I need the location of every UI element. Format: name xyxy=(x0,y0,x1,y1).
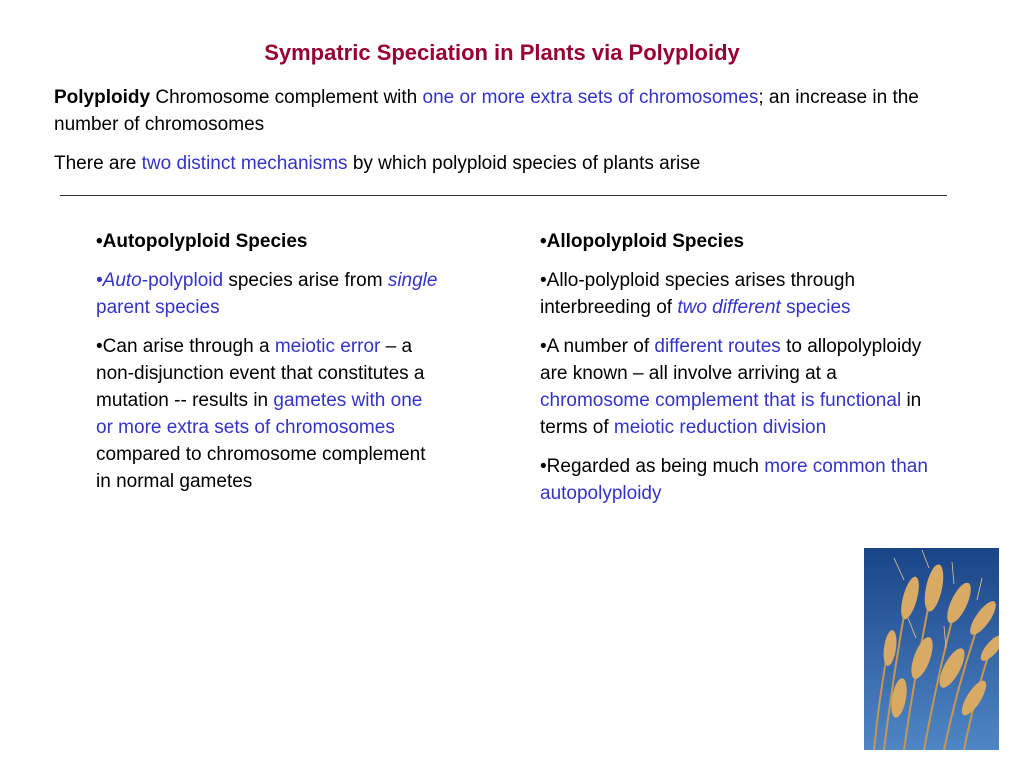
parent-species-blue: parent species xyxy=(96,297,220,318)
regarded-text: •Regarded as being much xyxy=(540,456,765,477)
polyploid-blue: -polyploid xyxy=(141,270,224,291)
definition-highlight: one or more extra sets of chromosomes xyxy=(422,87,759,108)
mechanisms-text-end: by which polyploid species of plants arise xyxy=(347,153,701,174)
terms-text: in terms of xyxy=(540,390,922,438)
allopolyploid-column xyxy=(540,228,940,519)
two-different-italic: two different xyxy=(677,297,781,318)
allopolyploid-heading xyxy=(540,228,940,255)
allopolyploid-point-2 xyxy=(540,333,940,441)
nondisjunction-text: – a non-disjunction event that constitutes a mutation -- results in xyxy=(96,336,425,411)
slide-title: Sympatric Speciation in Plants via Polyploidy xyxy=(264,40,740,65)
intro-section xyxy=(54,84,954,189)
polyploidy-definition xyxy=(54,84,954,138)
different-routes-blue: different routes xyxy=(654,336,781,357)
wheat-photo-icon xyxy=(864,548,999,750)
arise-text: •Can arise through a xyxy=(96,336,275,357)
meiotic-reduction-blue: meiotic reduction division xyxy=(613,417,827,438)
mechanisms-sentence xyxy=(54,150,954,177)
allopolyploid-point-3 xyxy=(540,453,940,507)
chromosome-complement-blue: chromosome complement that is functional xyxy=(540,390,902,411)
compared-text: compared to chromosome complement in normal gametes xyxy=(96,444,426,492)
more-common-blue: more common than autopolyploidy xyxy=(540,456,928,504)
autopolyploid-column xyxy=(96,228,441,507)
allo-text: •Allo-polyploid species arises through interbreeding of xyxy=(540,270,856,318)
auto-text: species arise from xyxy=(223,270,388,291)
routes-text: •A number of xyxy=(540,336,655,357)
gametes-blue: gametes with one or more extra sets of chromosomes xyxy=(96,390,423,438)
auto-italic: •Auto xyxy=(96,270,142,291)
species-blue: species xyxy=(780,297,851,318)
single-italic: single xyxy=(387,270,438,291)
wheat-photo xyxy=(864,548,999,750)
allopolyploid-heading-text: •Allopolyploid Species xyxy=(540,231,745,252)
autopolyploid-heading xyxy=(96,228,441,255)
autopolyploid-heading-text: •Autopolyploid Species xyxy=(96,231,308,252)
mechanisms-text: There are xyxy=(54,153,142,174)
autopolyploid-point-1 xyxy=(96,267,441,321)
mechanisms-highlight: two distinct mechanisms xyxy=(141,153,348,174)
definition-text-end: ; an increase in the number of chromosomes xyxy=(54,87,919,135)
involve-text: to allopolyploidy are known – all involve arriving at a xyxy=(540,336,922,384)
allopolyploid-point-1 xyxy=(540,267,940,321)
definition-text: Chromosome complement with xyxy=(150,87,423,108)
meiotic-error-blue: meiotic error xyxy=(274,336,381,357)
autopolyploid-point-2 xyxy=(96,333,441,495)
definition-term: Polyploidy xyxy=(54,87,151,108)
divider-line xyxy=(60,195,947,196)
